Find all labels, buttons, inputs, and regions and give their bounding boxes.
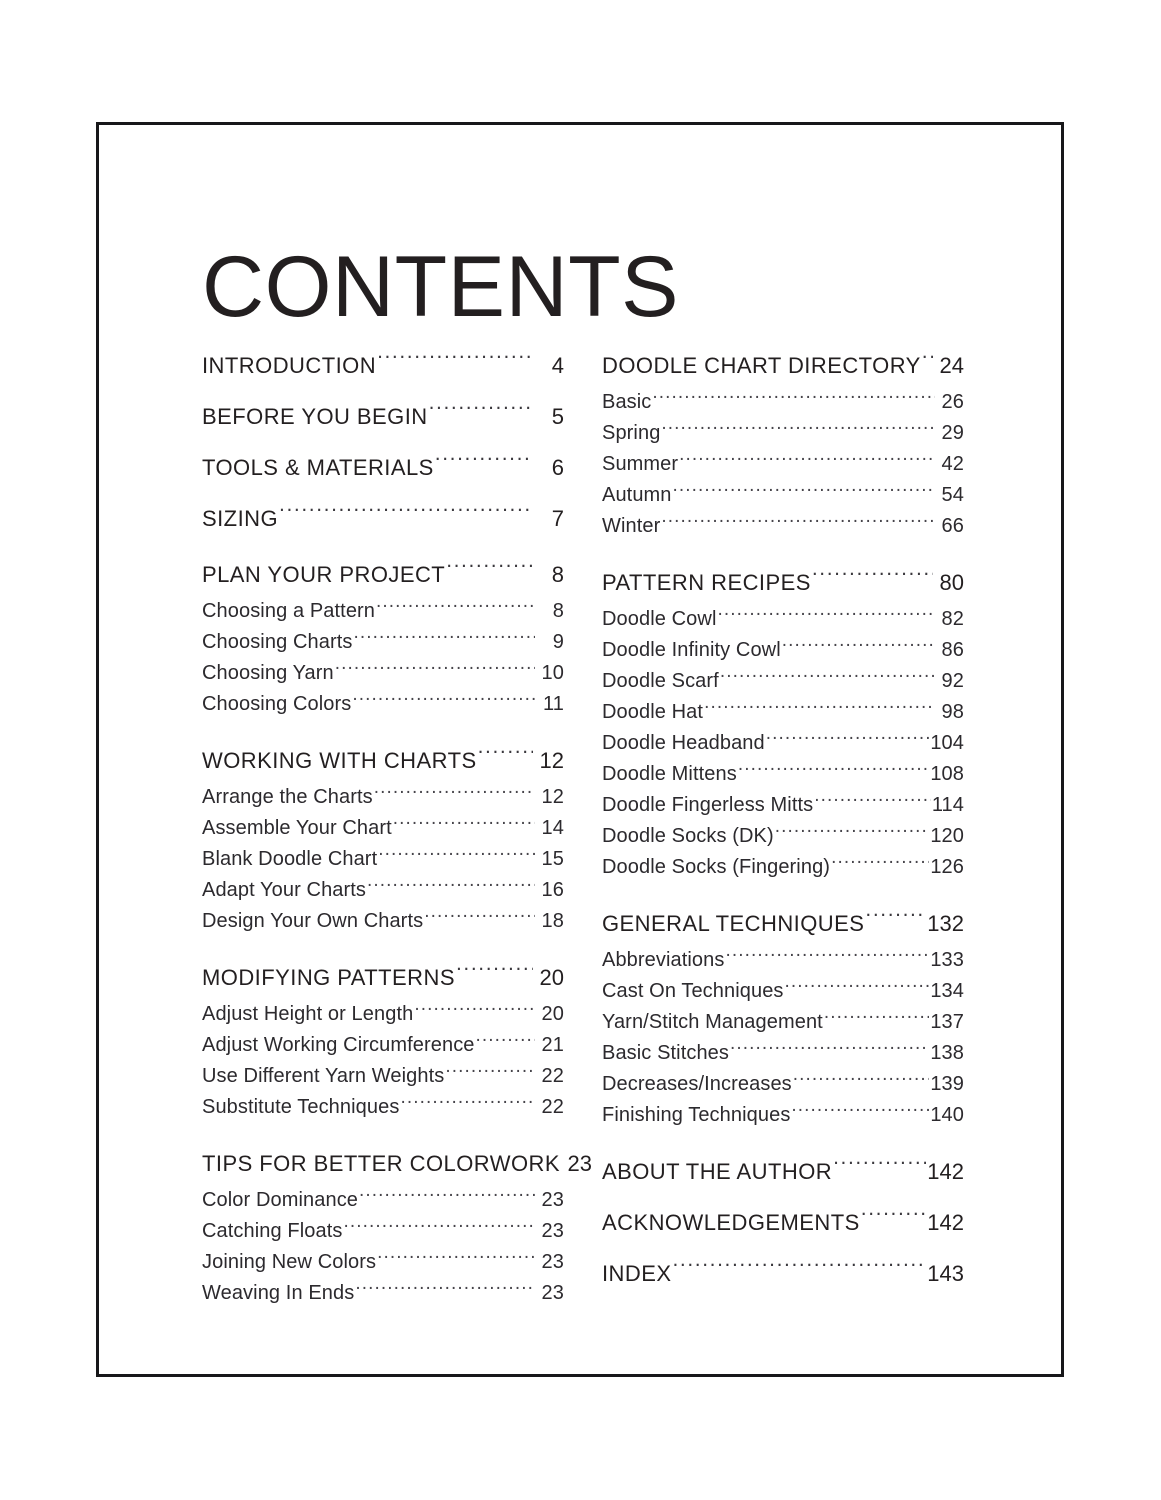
toc-heading-acknowledgements[interactable]	[602, 1201, 964, 1244]
entry-label: INTRODUCTION	[202, 353, 377, 378]
entry-page-number: 15	[541, 848, 564, 870]
entry-label: Abbreviations	[602, 949, 725, 971]
entry-label: Doodle Socks (Fingering)	[602, 856, 831, 878]
entry-label: Cast On Techniques	[602, 980, 784, 1002]
entry-label: Doodle Headband	[602, 732, 765, 754]
entry-label: Choosing Yarn	[202, 662, 334, 684]
toc-heading-tips-for-better-colorwork[interactable]	[202, 1142, 592, 1185]
dot-leader	[343, 1217, 535, 1237]
entry-page-number: 114	[931, 794, 964, 816]
toc-item-doodle-fingerless-mitts[interactable]	[602, 790, 964, 821]
dot-leader	[400, 1093, 535, 1113]
toc-heading-about-the-author[interactable]	[602, 1150, 964, 1193]
dot-leader	[335, 659, 535, 679]
dot-leader	[279, 504, 533, 526]
toc-group-sizing	[202, 497, 564, 540]
dot-leader	[785, 977, 930, 997]
dot-leader	[775, 822, 930, 842]
entry-page-number: 18	[541, 910, 564, 932]
entry-label: ABOUT THE AUTHOR	[602, 1159, 833, 1184]
toc-item-summer[interactable]	[602, 449, 964, 480]
entry-page-number: 12	[541, 786, 564, 808]
dot-leader	[831, 853, 929, 873]
entry-label: Use Different Yarn Weights	[202, 1065, 445, 1087]
entry-page-number: 137	[930, 1011, 964, 1033]
entry-page-number: 26	[941, 391, 964, 413]
toc-heading-index[interactable]	[602, 1252, 964, 1295]
entry-label: MODIFYING PATTERNS	[202, 965, 455, 990]
entry-page-number: 142	[927, 1210, 964, 1235]
toc-item-catching-floats[interactable]	[202, 1216, 564, 1247]
entry-label: Joining New Colors	[202, 1251, 377, 1273]
entry-page-number: 66	[941, 515, 964, 537]
group-spacer	[202, 489, 564, 497]
group-spacer	[602, 1193, 964, 1201]
entry-page-number: 22	[541, 1065, 564, 1087]
toc-item-adjust-height-or-length[interactable]	[202, 999, 564, 1030]
toc-heading-modifying-patterns[interactable]	[202, 956, 564, 999]
dot-leader	[922, 351, 933, 373]
entry-label: Doodle Fingerless Mitts	[602, 794, 814, 816]
page-title: CONTENTS	[202, 238, 679, 335]
toc-heading-pattern-recipes[interactable]	[602, 561, 964, 604]
dot-leader	[393, 814, 535, 834]
entry-page-number: 134	[930, 980, 964, 1002]
toc-group-about-the-author	[602, 1150, 964, 1193]
entry-page-number: 9	[552, 631, 564, 653]
dot-leader	[730, 1039, 929, 1059]
group-spacer	[202, 387, 564, 395]
dot-leader	[367, 876, 535, 896]
entry-label: Arrange the Charts	[202, 786, 373, 808]
dot-leader	[476, 1031, 535, 1051]
toc-right-column	[602, 344, 964, 1309]
entry-label: Basic	[602, 391, 652, 413]
entry-page-number: 22	[541, 1096, 564, 1118]
entry-page-number: 7	[551, 506, 564, 531]
entry-page-number: 20	[539, 965, 564, 990]
toc-heading-general-techniques[interactable]	[602, 902, 964, 945]
toc-item-decreases-increases[interactable]	[602, 1069, 964, 1100]
entry-label: Catching Floats	[202, 1220, 343, 1242]
entry-label: Blank Doodle Chart	[202, 848, 378, 870]
group-spacer	[202, 937, 564, 956]
entry-page-number: 16	[541, 879, 564, 901]
toc-item-doodle-hat[interactable]	[602, 697, 964, 728]
toc-item-use-different-yarn-weights[interactable]	[202, 1061, 564, 1092]
entry-page-number: 120	[930, 825, 964, 847]
entry-label: TIPS FOR BETTER COLORWORK	[202, 1151, 560, 1176]
toc-group-index	[602, 1252, 964, 1295]
toc-item-spring[interactable]	[602, 418, 964, 449]
entry-page-number: 126	[930, 856, 964, 878]
dot-leader	[704, 698, 935, 718]
toc-item-abbreviations[interactable]	[602, 945, 964, 976]
dot-leader	[359, 1186, 535, 1206]
toc-group-working-with-charts	[202, 739, 564, 937]
toc-item-adapt-your-charts[interactable]	[202, 875, 564, 906]
toc-item-cast-on-techniques[interactable]	[602, 976, 964, 1007]
entry-page-number: 6	[551, 455, 564, 480]
entry-label: Adapt Your Charts	[202, 879, 367, 901]
entry-label: Spring	[602, 422, 661, 444]
toc-item-finishing-techniques[interactable]	[602, 1100, 964, 1131]
dot-leader	[424, 907, 535, 927]
dot-leader	[352, 690, 535, 710]
entry-label: Choosing Colors	[202, 693, 352, 715]
toc-item-substitute-techniques[interactable]	[202, 1092, 564, 1123]
dot-leader	[814, 791, 931, 811]
entry-label: Doodle Socks (DK)	[602, 825, 774, 847]
dot-leader	[376, 597, 535, 617]
toc-item-doodle-cowl[interactable]	[602, 604, 964, 635]
dot-leader	[824, 1008, 929, 1028]
entry-page-number: 29	[941, 422, 964, 444]
toc-item-basic[interactable]	[602, 387, 964, 418]
toc-item-choosing-yarn[interactable]	[202, 658, 564, 689]
entry-page-number: 133	[930, 949, 964, 971]
entry-label: Basic Stitches	[602, 1042, 730, 1064]
entry-page-number: 138	[930, 1042, 964, 1064]
entry-page-number: 54	[941, 484, 964, 506]
toc-group-pattern-recipes	[602, 561, 964, 883]
dot-leader	[673, 1259, 927, 1281]
dot-leader	[865, 909, 926, 931]
dot-leader	[833, 1157, 926, 1179]
dot-leader	[725, 946, 929, 966]
entry-page-number: 140	[930, 1104, 964, 1126]
entry-label: INDEX	[602, 1261, 672, 1286]
entry-page-number: 20	[541, 1003, 564, 1025]
entry-page-number: 23	[567, 1151, 592, 1176]
dot-leader	[718, 605, 936, 625]
toc-item-arrange-the-charts[interactable]	[202, 782, 564, 813]
entry-page-number: 92	[941, 670, 964, 692]
entry-page-number: 24	[939, 353, 964, 378]
toc-item-choosing-charts[interactable]	[202, 627, 564, 658]
toc-heading-doodle-chart-directory[interactable]	[602, 344, 964, 387]
entry-page-number: 10	[541, 662, 564, 684]
dot-leader	[456, 963, 533, 985]
dot-leader	[377, 1248, 535, 1268]
entry-page-number: 132	[927, 911, 964, 936]
entry-page-number: 23	[541, 1220, 564, 1242]
toc-item-blank-doodle-chart[interactable]	[202, 844, 564, 875]
entry-label: Doodle Hat	[602, 701, 704, 723]
dot-leader	[679, 450, 935, 470]
toc-item-assemble-your-chart[interactable]	[202, 813, 564, 844]
entry-page-number: 142	[927, 1159, 964, 1184]
group-spacer	[202, 438, 564, 446]
dot-leader	[793, 1070, 930, 1090]
toc-item-doodle-headband[interactable]	[602, 728, 964, 759]
entry-label: ACKNOWLEDGEMENTS	[602, 1210, 860, 1235]
toc-item-choosing-a-pattern[interactable]	[202, 596, 564, 627]
toc-group-before-you-begin	[202, 395, 564, 438]
entry-label: Choosing Charts	[202, 631, 353, 653]
entry-label: Doodle Cowl	[602, 608, 717, 630]
toc-heading-before-you-begin[interactable]	[202, 395, 564, 438]
entry-label: Decreases/Increases	[602, 1073, 792, 1095]
entry-page-number: 14	[541, 817, 564, 839]
toc-group-tips-for-better-colorwork	[202, 1142, 592, 1309]
dot-leader	[445, 1062, 535, 1082]
toc-item-doodle-infinity-cowl[interactable]	[602, 635, 964, 666]
dot-leader	[738, 760, 930, 780]
toc-item-doodle-socks-fingering[interactable]	[602, 852, 964, 883]
entry-label: TOOLS & MATERIALS	[202, 455, 434, 480]
toc-group-modifying-patterns	[202, 956, 564, 1123]
entry-page-number: 82	[941, 608, 964, 630]
dot-leader	[766, 729, 930, 749]
dot-leader	[414, 1000, 535, 1020]
dot-leader	[353, 628, 535, 648]
dot-leader	[652, 388, 935, 408]
entry-page-number: 23	[541, 1251, 564, 1273]
entry-label: Summer	[602, 453, 679, 475]
entry-label: Color Dominance	[202, 1189, 359, 1211]
toc-item-winter[interactable]	[602, 511, 964, 542]
dot-leader	[812, 568, 933, 590]
dot-leader	[720, 667, 935, 687]
entry-label: Doodle Scarf	[602, 670, 719, 692]
toc-heading-sizing[interactable]	[202, 497, 564, 540]
group-spacer	[202, 720, 564, 739]
entry-page-number: 86	[941, 639, 964, 661]
dot-leader	[791, 1101, 929, 1121]
entry-page-number: 104	[930, 732, 964, 754]
entry-page-number: 139	[930, 1073, 964, 1095]
entry-label: PATTERN RECIPES	[602, 570, 811, 595]
dot-leader	[478, 746, 533, 768]
toc-group-plan-your-project	[202, 553, 564, 720]
toc-columns	[202, 344, 964, 1309]
entry-label: Doodle Mittens	[602, 763, 737, 785]
entry-label: SIZING	[202, 506, 279, 531]
entry-label: Adjust Working Circumference	[202, 1034, 475, 1056]
entry-label: BEFORE YOU BEGIN	[202, 404, 428, 429]
toc-left-column	[202, 344, 592, 1309]
dot-leader	[377, 351, 533, 373]
toc-item-joining-new-colors[interactable]	[202, 1247, 564, 1278]
toc-heading-introduction[interactable]	[202, 344, 564, 387]
entry-page-number: 23	[541, 1282, 564, 1304]
dot-leader	[861, 1208, 926, 1230]
entry-label: Adjust Height or Length	[202, 1003, 414, 1025]
dot-leader	[429, 402, 533, 424]
entry-page-number: 8	[551, 562, 564, 587]
entry-label: Doodle Infinity Cowl	[602, 639, 781, 661]
toc-item-weaving-in-ends[interactable]	[202, 1278, 564, 1309]
group-spacer	[602, 1244, 964, 1252]
entry-label: Autumn	[602, 484, 672, 506]
entry-label: Weaving In Ends	[202, 1282, 355, 1304]
toc-heading-plan-your-project[interactable]	[202, 553, 564, 596]
entry-page-number: 21	[541, 1034, 564, 1056]
entry-label: DOODLE CHART DIRECTORY	[602, 353, 921, 378]
toc-group-acknowledgements	[602, 1201, 964, 1244]
toc-group-general-techniques	[602, 902, 964, 1131]
group-spacer	[202, 540, 564, 553]
toc-item-yarn-stitch-management[interactable]	[602, 1007, 964, 1038]
toc-item-doodle-scarf[interactable]	[602, 666, 964, 697]
entry-page-number: 4	[551, 353, 564, 378]
toc-item-doodle-mittens[interactable]	[602, 759, 964, 790]
dot-leader	[355, 1279, 535, 1299]
dot-leader	[661, 419, 935, 439]
entry-page-number: 108	[930, 763, 964, 785]
dot-leader	[673, 481, 935, 501]
toc-item-basic-stitches[interactable]	[602, 1038, 964, 1069]
toc-group-tools-materials	[202, 446, 564, 489]
entry-page-number: 143	[927, 1261, 964, 1286]
entry-label: Finishing Techniques	[602, 1104, 791, 1126]
dot-leader	[435, 453, 533, 475]
toc-item-doodle-socks-dk[interactable]	[602, 821, 964, 852]
group-spacer	[602, 883, 964, 902]
entry-label: WORKING WITH CHARTS	[202, 748, 477, 773]
entry-page-number: 12	[539, 748, 564, 773]
dot-leader	[446, 560, 533, 582]
entry-label: Design Your Own Charts	[202, 910, 424, 932]
group-spacer	[602, 1131, 964, 1150]
entry-label: PLAN YOUR PROJECT	[202, 562, 446, 587]
toc-heading-working-with-charts[interactable]	[202, 739, 564, 782]
entry-page-number: 42	[941, 453, 964, 475]
group-spacer	[202, 1123, 564, 1142]
dot-leader	[661, 512, 935, 532]
entry-label: GENERAL TECHNIQUES	[602, 911, 865, 936]
entry-page-number: 23	[541, 1189, 564, 1211]
entry-label: Yarn/Stitch Management	[602, 1011, 823, 1033]
toc-group-introduction	[202, 344, 564, 387]
toc-item-adjust-working-circumference[interactable]	[202, 1030, 564, 1061]
dot-leader	[378, 845, 535, 865]
entry-page-number: 8	[552, 600, 564, 622]
toc-group-doodle-chart-directory	[602, 344, 964, 542]
entry-page-number: 11	[543, 693, 564, 715]
entry-label: Choosing a Pattern	[202, 600, 376, 622]
toc-heading-tools-materials[interactable]	[202, 446, 564, 489]
group-spacer	[602, 542, 964, 561]
toc-item-design-your-own-charts[interactable]	[202, 906, 564, 937]
toc-item-autumn[interactable]	[602, 480, 964, 511]
toc-item-color-dominance[interactable]	[202, 1185, 564, 1216]
toc-item-choosing-colors[interactable]	[202, 689, 564, 720]
entry-page-number: 80	[939, 570, 964, 595]
entry-page-number: 5	[551, 404, 564, 429]
dot-leader	[782, 636, 935, 656]
entry-label: Assemble Your Chart	[202, 817, 392, 839]
entry-label: Substitute Techniques	[202, 1096, 400, 1118]
entry-label: Winter	[602, 515, 661, 537]
entry-page-number: 98	[941, 701, 964, 723]
dot-leader	[374, 783, 535, 803]
